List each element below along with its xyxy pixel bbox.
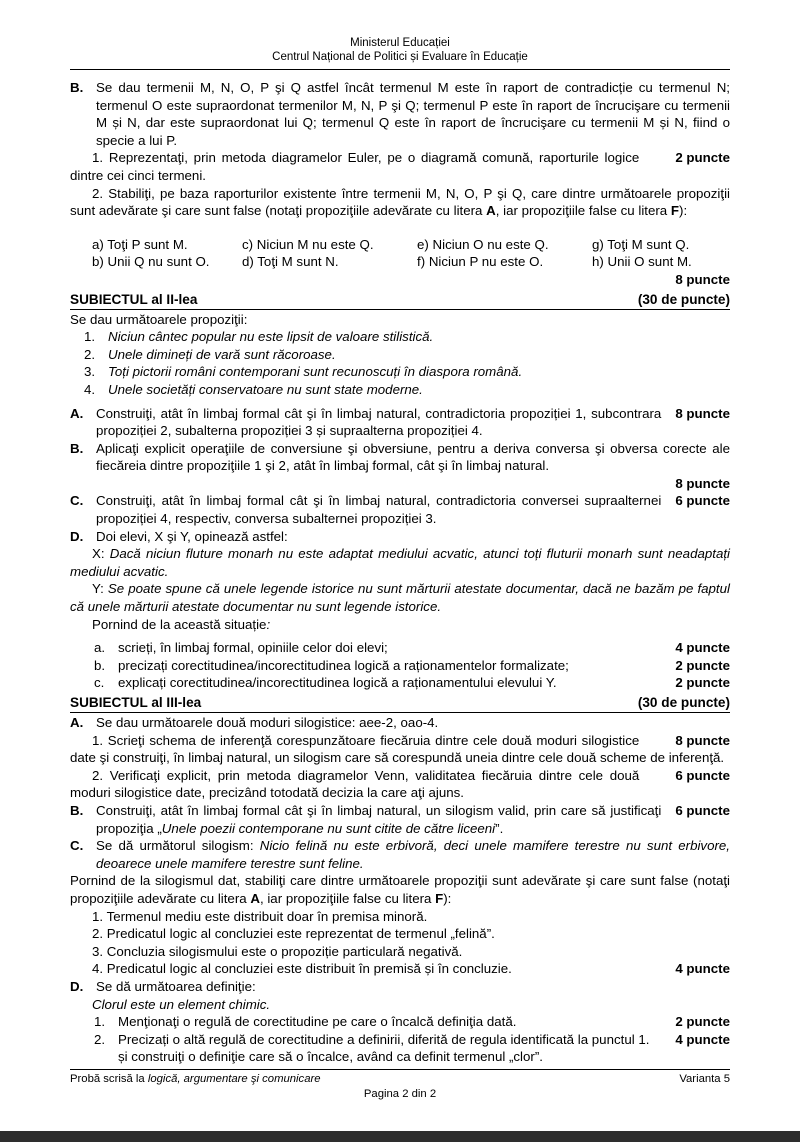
subject2-task-a-label: a. (94, 640, 106, 656)
footer-left (70, 1072, 321, 1087)
subject2-opinion-x-label: X: (92, 546, 105, 562)
subject2-item-a-points: 8 puncte (675, 405, 730, 421)
subject3-c-intro-c: ): (443, 890, 452, 906)
subject3-c-statement-3-text: Concluzia silogismului este o propoziție particulară negativă. (106, 943, 463, 959)
subject2-intro: Se dau următoarele propoziţii: (70, 311, 248, 327)
subject1-point-1-label: 1. (92, 150, 104, 166)
subject2-task-c-points: 2 puncte (675, 675, 730, 691)
option-e: e) Niciun O nu este Q. (417, 236, 549, 252)
subject2-item-c-points: 6 puncte (675, 493, 730, 509)
subject3-d-task-1-label: 1. (94, 1014, 106, 1030)
footer-variant: Varianta 5 (679, 1072, 730, 1085)
subject1-point-1-text: Reprezentaţi, prin metoda diagramelor Euler, pe o diagramă comună, raporturile logice dintre cei cinci termeni. (70, 150, 640, 183)
subject2-heading (70, 291, 730, 310)
subject3-c-statement-2-text: Predicatul logic al concluziei este reprezentat de termenul „felină”. (106, 926, 495, 942)
subject2-proposition-4-text: Unele societăți conservatoare nu sunt state moderne. (108, 381, 423, 397)
subject2-task-c-label: c. (94, 675, 105, 691)
subject2-item-c-label: C. (70, 493, 84, 509)
subject2-prompt-text: Pornind de la această situație (92, 616, 267, 632)
subject3-item-c (70, 837, 730, 872)
subject2-opinion-y-label: Y: (92, 581, 104, 597)
subject3-item-d-text: Se dă următoarea definiţie: (96, 978, 256, 994)
subject2-task-a-text: scrieți, în limbaj formal, opiniile celor doi elevi; (118, 640, 388, 656)
subject1-point-2-label: 2. (92, 185, 104, 201)
subject3-item-d-label: D. (70, 978, 84, 994)
subject2-item-a (70, 405, 730, 440)
subject2-proposition-4 (70, 381, 730, 399)
footer-left-italic: logică, argumentare şi comunicare (147, 1072, 321, 1085)
subject3-a1 (70, 732, 730, 767)
subject3-c-statement-1-num: 1. (92, 908, 104, 924)
subject2-item-a-text: Construiţi, atât în limbaj formal cât şi în limbaj natural, contradictoria propoziției 1, subcontrara propoziției 2, subalterna propoziției 3 și supraalterna propoziției 4. (96, 405, 662, 439)
subject2-prompt-colon: : (266, 616, 271, 632)
subject2-item-d-label: D. (70, 528, 84, 544)
subject2-proposition-2 (70, 346, 730, 364)
subject2-item-c (70, 492, 730, 527)
page-content (70, 0, 730, 1102)
subject3-d-task-2-text: Precizați o altă regulă de corectitudine a definirii, diferită de regula identificată la punctul 1. și construiţi o definiţie care să o încalce, având ca definit termenul „clor”. (118, 1031, 650, 1065)
footer-page-number: Pagina 2 din 2 (363, 1087, 437, 1100)
subject2-task-b-text: precizați corectitudinea/incorectitudinea logică a raționamentelor formalizate; (118, 657, 569, 673)
subject3-d-task-2-points: 4 puncte (675, 1031, 730, 1047)
subject1-item-b (70, 79, 730, 149)
subject3-c-statement-4 (70, 960, 730, 978)
subject3-c-intro-a: Pornind de la silogismul dat, stabiliţi care dintre următoarele propoziţii sunt adevărate şi care sunt false (notaţi propoziţiile adevărate cu litera (70, 873, 730, 906)
option-d: d) Toţi M sunt N. (242, 254, 339, 270)
subject2-item-d (70, 528, 730, 546)
subject2-task-b-label: b. (94, 657, 106, 673)
subject1-point-2-text-a: Stabiliţi, pe baza raporturilor existente între termenii M, N, O, P şi Q, care dintre următoarele propoziţii sunt adevărate şi care sunt false (notaţi propoziţiile adevărate cu litera (70, 185, 730, 219)
subject2-opinion-y (70, 580, 730, 615)
subject2-task-b-points: 2 puncte (675, 657, 730, 673)
footer-left-plain: Probă scrisă la (70, 1072, 148, 1085)
subject2-proposition-4-num: 4. (84, 381, 96, 397)
subject3-a2-points: 6 puncte (675, 767, 730, 783)
subject2-item-b-label: B. (70, 440, 84, 456)
header-divider (70, 69, 730, 70)
option-c: c) Niciun M nu este Q. (242, 236, 374, 252)
subject3-c-statement-4-num: 4. (92, 961, 104, 977)
subject3-item-b-points: 6 puncte (675, 802, 730, 818)
subject3-heading (70, 694, 730, 713)
subject3-d-task-1-text: Menţionaţi o regulă de corectitudine pe care o încalcă definiţia dată. (118, 1014, 517, 1030)
subject3-a1-text: Scrieţi schema de inferenţă corespunzătoare fiecăruia dintre cele două moduri silogistice date şi construiţi, în limbaj natural, un silogism care să corespundă uneia dintre cele două scheme de inferenţă. (70, 732, 725, 766)
subject3-a2 (70, 767, 730, 802)
subject2-proposition-1-text: Niciun cântec popular nu este lipsit de valoare stilistică. (108, 329, 434, 345)
subject1-options-grid (70, 236, 730, 271)
subject3-c-intro-b: , iar propoziţiile false cu litera (259, 890, 436, 906)
subject2-item-d-text: Doi elevi, X şi Y, opinează astfel: (96, 528, 288, 544)
subject3-points: (30 de puncte) (637, 695, 730, 710)
subject3-item-b-text-b: ”. (495, 820, 504, 836)
subject3-d-task-2 (70, 1031, 730, 1066)
subject1-item-b-text: Se dau termenii M, N, O, P şi Q astfel încât termenul M este în raport de contradicție cu termenul N; termenul O este supraordonat termenilor M, N, P şi Q; termenul P este în raport de încrucişare cu termenii M și N, dar este supraordonat lui Q; termenul Q este în raport de încrucişare cu termenii M și N, fiind o specie a lui P. (96, 80, 730, 148)
subject1-options-points: 8 puncte (675, 271, 730, 287)
subject3-c-statement-2 (70, 925, 730, 943)
subject3-c-intro (70, 872, 730, 907)
subject3-title: SUBIECTUL al III-lea (70, 695, 202, 710)
subject3-definition-text: Clorul este un element chimic. (92, 996, 271, 1012)
subject3-a1-points: 8 puncte (675, 732, 730, 748)
subject2-item-b (70, 440, 730, 475)
subject2-item-c-text: Construiţi, atât în limbaj formal cât şi în limbaj natural, contradictoria conversei supraalternei propoziției 4, respectiv, conversa subalternei propoziției 3. (96, 493, 662, 527)
subject3-item-c-label: C. (70, 838, 84, 854)
subject2-proposition-2-num: 2. (84, 346, 96, 362)
subject3-false-letter: F (435, 890, 444, 906)
subject3-c-statement-3 (70, 943, 730, 961)
subject3-c-statement-4-text: Predicatul logic al concluziei este distribuit în premisă și în concluzie. (106, 961, 512, 977)
document-header (70, 0, 730, 64)
option-a: a) Toţi P sunt M. (92, 236, 188, 252)
subject2-task-a (70, 639, 730, 657)
subject2-proposition-2-text: Unele dimineți de vară sunt răcoroase. (108, 346, 336, 362)
subject2-opinion-x (70, 545, 730, 580)
subject1-point-2-text-c: ): (679, 203, 688, 219)
subject2-task-c (70, 674, 730, 692)
subject2-prompt (70, 616, 730, 634)
subject3-item-b (70, 802, 730, 837)
subject2-proposition-3 (70, 363, 730, 381)
bottom-band (0, 1131, 800, 1142)
subject1-point-2-text-b: , iar propoziţiile false cu litera (495, 203, 671, 219)
subject2-item-b-points: 8 puncte (675, 475, 730, 491)
subject2-points: (30 de puncte) (637, 291, 730, 307)
subject3-item-c-text-a: Se dă următorul silogism: (96, 838, 260, 854)
subject1-point-1 (70, 149, 730, 184)
subject2-proposition-1-num: 1. (84, 329, 96, 345)
subject3-a1-label: 1. (92, 732, 104, 748)
subject1-true-letter: A (486, 203, 496, 219)
subject2-task-a-points: 4 puncte (675, 640, 730, 656)
subject3-item-a-text: Se dau următoarele două moduri silogistice: aee-2, oao-4. (96, 715, 439, 730)
subject2-proposition-1 (70, 328, 730, 346)
subject3-c-statement-2-num: 2. (92, 926, 104, 942)
subject3-item-b-text-a: Construiţi, atât în limbaj formal cât şi în limbaj natural, un silogism valid, prin care să justificaţi propoziţia „ (96, 802, 662, 836)
subject2-task-b (70, 657, 730, 675)
subject3-c-statement-3-num: 3. (92, 943, 104, 959)
option-b: b) Unii Q nu sunt O. (92, 254, 210, 270)
subject3-c-statement-1 (70, 908, 730, 926)
option-f: f) Niciun P nu este O. (417, 254, 544, 270)
subject3-d-task-2-label: 2. (94, 1031, 106, 1047)
subject2-opinion-y-text: Se poate spune că unele legende istorice nu sunt mărturii atestate documentar, dacă ne bazăm pe faptul că unele mărturii atestate documentar nu sunt legende istorice. (70, 581, 730, 615)
subject3-a2-text: Verificaţi explicit, prin metoda diagramelor Venn, validitatea fiecăruia dintre cele două moduri silogistice date, precizând totodată decizia la care aţi ajuns. (70, 767, 640, 801)
subject3-item-b-quote: Unele poezii contemporane nu sunt citite de către liceeni (161, 820, 496, 836)
subject1-false-letter: F (670, 203, 680, 219)
option-g: g) Toţi M sunt Q. (592, 236, 690, 252)
option-h: h) Unii O sunt M. (592, 254, 692, 270)
subject1-point-2 (70, 185, 730, 220)
subject3-item-d (70, 978, 730, 996)
subject2-task-c-text: explicați corectitudinea/incorectitudinea logică a raționamentului elevului Y. (118, 675, 557, 691)
subject3-definition (70, 996, 730, 1014)
subject2-proposition-3-text: Toți pictorii români contemporani sunt recunoscuți în diaspora română. (108, 364, 523, 380)
subject3-c-points: 4 puncte (675, 961, 730, 977)
subject3-item-c-syllogism: Nicio felină nu este erbivoră, deci unele mamifere terestre nu sunt erbivore, deoarece unele mamifere terestre sunt feline. (96, 838, 730, 871)
subject3-true-letter: A (250, 890, 260, 906)
subject1-point-1-points: 2 puncte (675, 150, 730, 166)
subject3-item-a-label: A. (70, 715, 84, 730)
subject3-d-task-1 (70, 1013, 730, 1031)
subject2-opinion-x-text: Dacă niciun fluture monarh nu este adaptat mediului acvatic, atunci toți fluturii monarh sunt neadaptați mediului acvatic. (70, 546, 730, 579)
subject2-title: SUBIECTUL al II-lea (70, 291, 198, 307)
subject3-c-statement-1-text: Termenul mediu este distribuit doar în premisa minoră. (106, 908, 428, 924)
subject3-item-b-label: B. (70, 802, 84, 818)
subject3-d-task-1-points: 2 puncte (675, 1014, 730, 1030)
center-line: Centrul Național de Politici și Evaluare în Educație (272, 51, 528, 63)
footer-row (70, 1070, 730, 1087)
subject1-item-b-label: B. (70, 80, 84, 95)
subject3-item-a (70, 714, 730, 732)
subject2-item-a-label: A. (70, 405, 84, 421)
ministry-line: Ministerul Educației (350, 37, 450, 49)
subject2-proposition-3-num: 3. (84, 364, 96, 380)
subject2-item-b-text: Aplicaţi explicit operaţiile de conversiune şi obversiune, pentru a deriva conversa şi obversa corecte ale fiecăreia dintre propoziţiile 1 şi 2, atât în limbaj formal, cât şi în limbaj natural. (96, 440, 730, 474)
subject3-a2-label: 2. (92, 767, 104, 783)
